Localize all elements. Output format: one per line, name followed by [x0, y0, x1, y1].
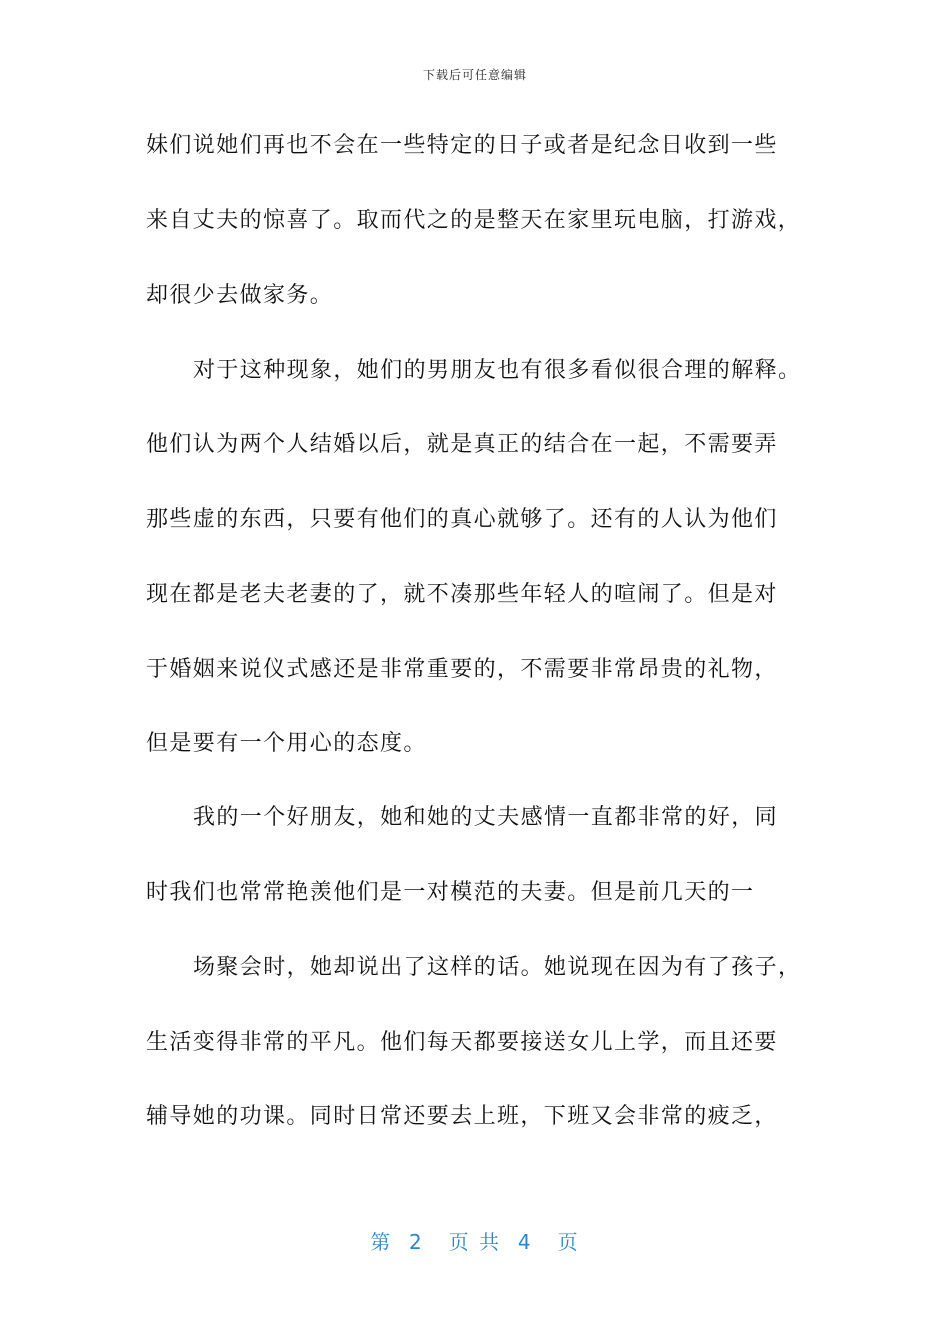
text-line: 于婚姻来说仪式感还是非常重要的，不需要非常昂贵的礼物， [146, 657, 778, 682]
page-number: 第 2 页 共 4 页 [370, 1230, 580, 1254]
text-line: 他们认为两个人结婚以后，就是真正的结合在一起，不需要弄 [146, 432, 778, 457]
text-line: 却很少去做家务。 [146, 283, 334, 308]
text-line: 现在都是老夫老妻的了，就不凑那些年轻人的喧闹了。但是对 [146, 582, 778, 607]
text-line: 但是要有一个用心的态度。 [146, 731, 427, 756]
text-line: 辅导她的功课。同时日常还要去上班，下班又会非常的疲乏， [146, 1104, 778, 1129]
text-line: 妹们说她们再也不会在一些特定的日子或者是纪念日收到一些 [146, 133, 778, 158]
text-line: 时我们也常常艳羡他们是一对模范的夫妻。但是前几天的一 [146, 880, 755, 905]
text-line: 那些虚的东西，只要有他们的真心就够了。还有的人认为他们 [146, 507, 778, 532]
paragraph-first-line: 我的一个好朋友，她和她的丈夫感情一直都非常的好，同 [193, 805, 779, 830]
paragraph-first-line: 场聚会时，她却说出了这样的话。她说现在因为有了孩子， [193, 955, 802, 980]
page-header: 下载后可任意编辑 [422, 68, 527, 82]
text-line: 来自丈夫的惊喜了。取而代之的是整天在家里玩电脑，打游戏， [146, 208, 802, 233]
paragraph-first-line: 对于这种现象，她们的男朋友也有很多看似很合理的解释。 [193, 358, 802, 383]
text-line: 生活变得非常的平凡。他们每天都要接送女儿上学，而且还要 [146, 1030, 778, 1055]
